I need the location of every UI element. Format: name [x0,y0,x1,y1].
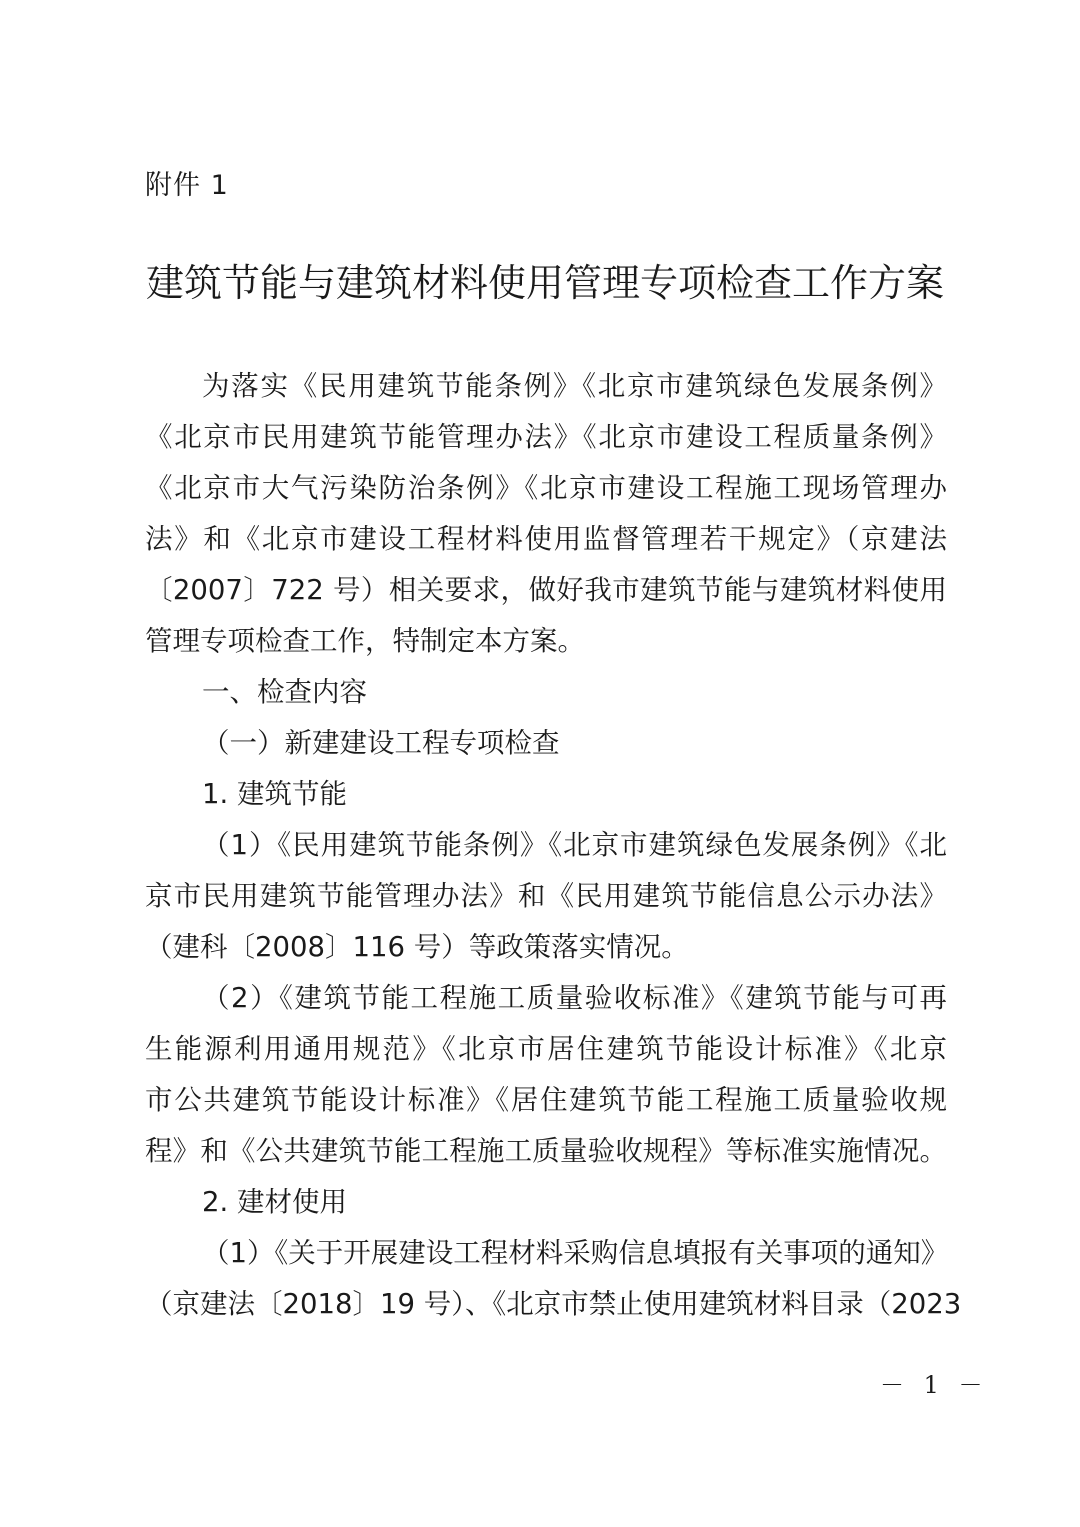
document-title: 建筑节能与建筑材料使用管理专项检查工作方案 [145,261,944,305]
paragraph-line: （京建法〔2018〕19 号）、《北京市禁止使用建筑材料目录（2023 [145,1288,962,1320]
paragraph-line: 生能源利用通用规范》《北京市居住建筑节能设计标准》《北京 [145,1033,947,1065]
paragraph-line: 《北京市大气污染防治条例》《北京市建设工程施工现场管理办 [145,472,947,504]
paragraph-line: （1）《关于开展建设工程材料采购信息填报有关事项的通知》 [202,1237,949,1269]
attachment-label: 附件 1 [145,170,229,201]
item-heading: 1. 建筑节能 [202,778,347,810]
paragraph-line: 《北京市民用建筑节能管理办法》《北京市建设工程质量条例》 [145,421,947,453]
paragraph-line: 市公共建筑节能设计标准》《居住建筑节能工程施工质量验收规 [145,1084,947,1116]
paragraph-line: 为落实《民用建筑节能条例》《北京市建筑绿色发展条例》 [202,370,947,402]
paragraph-line: 程》和《公共建筑节能工程施工质量验收规程》等标准实施情况。 [145,1135,947,1167]
page-number: － 1 － [880,1371,989,1399]
paragraph-line: 管理专项检查工作，特制定本方案。 [145,625,585,657]
paragraph-line: （1）《民用建筑节能条例》《北京市建筑绿色发展条例》《北 [202,829,947,861]
paragraph-line: 〔2007〕722 号）相关要求，做好我市建筑节能与建筑材料使用 [145,574,947,606]
item-heading: 2. 建材使用 [202,1186,347,1218]
paragraph-line: 京市民用建筑节能管理办法》和《民用建筑节能信息公示办法》 [145,880,947,912]
paragraph-line: 法》和《北京市建设工程材料使用监督管理若干规定》（京建法 [145,523,947,555]
subsection-heading: （一）新建建设工程专项检查 [202,727,560,759]
section-heading: 一、检查内容 [202,676,367,708]
paragraph-line: （2）《建筑节能工程施工质量验收标准》《建筑节能与可再 [202,982,947,1014]
paragraph-line: （建科〔2008〕116 号）等政策落实情况。 [145,931,689,963]
